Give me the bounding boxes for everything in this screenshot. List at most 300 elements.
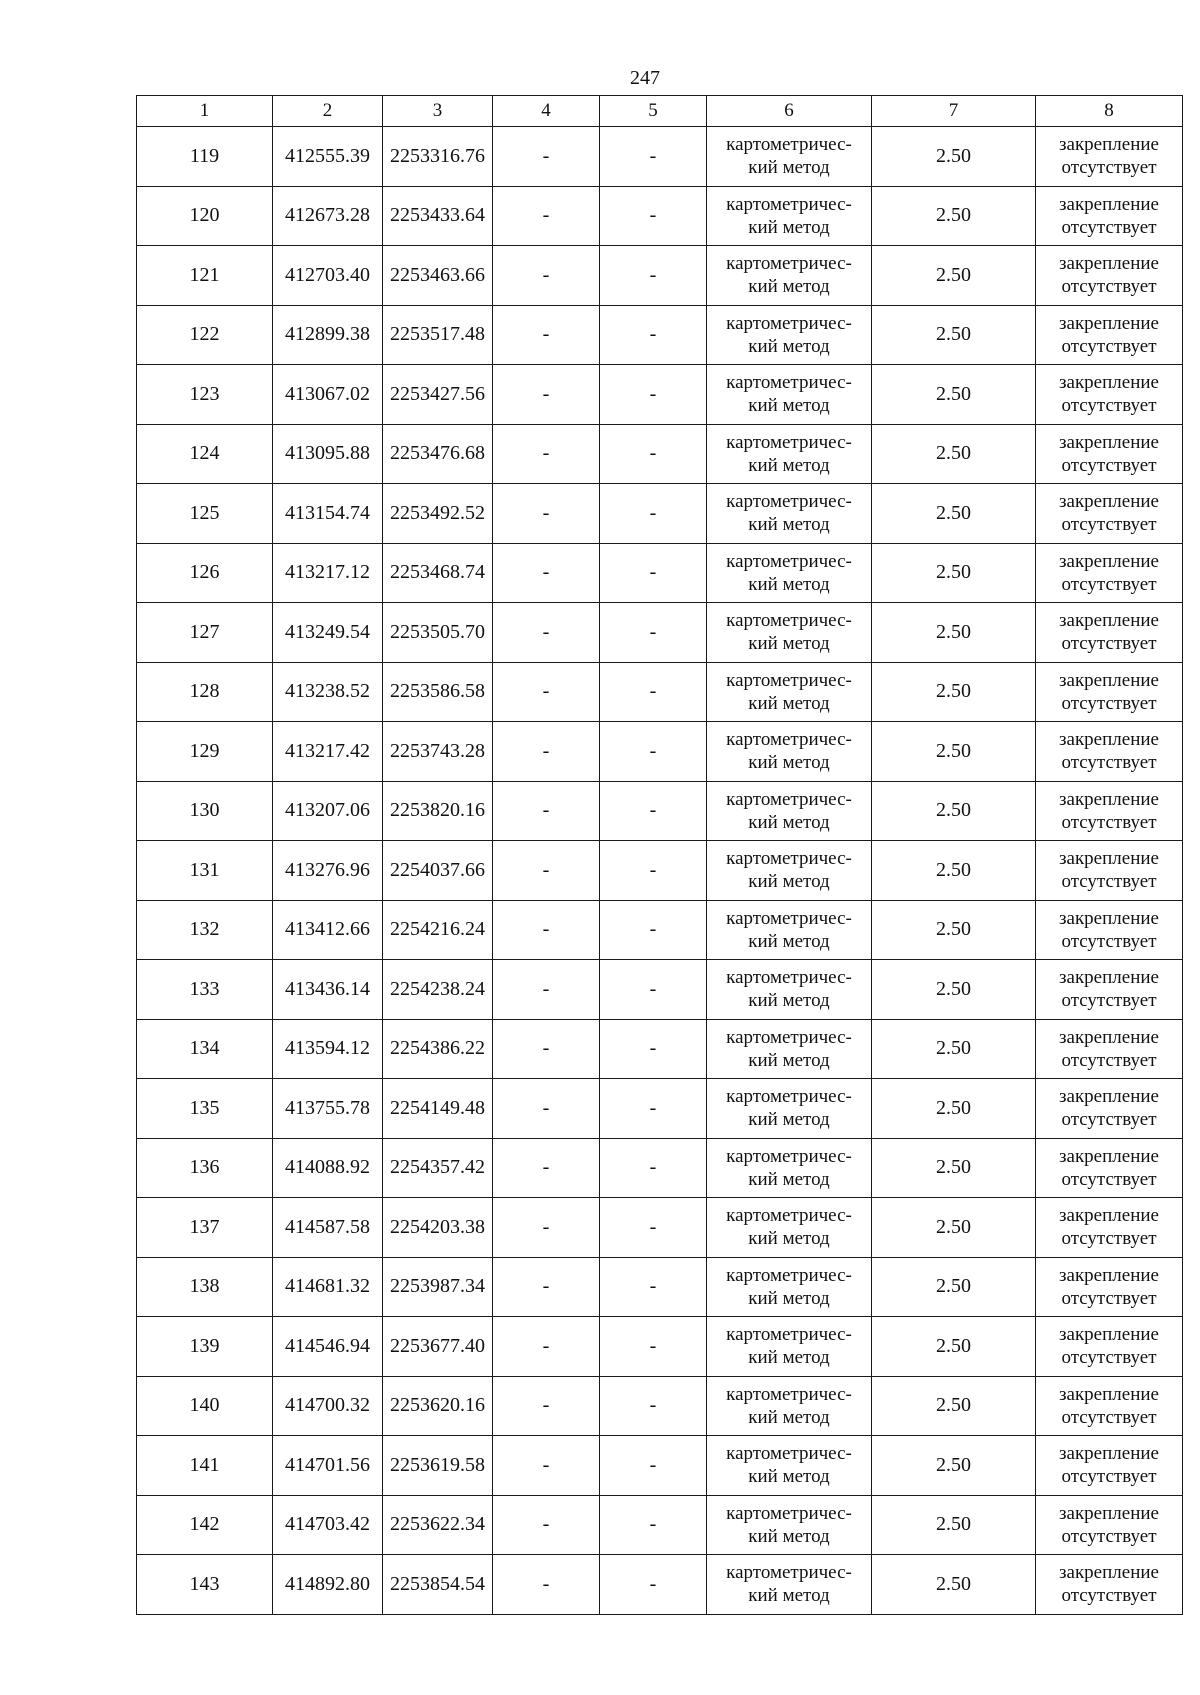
accuracy-cell: 2.50 [872, 1555, 1036, 1615]
fixing-cell-line-2: отсутствует [1061, 1049, 1157, 1071]
method-cell-line-2: кий метод [748, 1287, 830, 1309]
x-coordinate-cell: 413154.74 [273, 484, 383, 544]
accuracy-cell: 2.50 [872, 305, 1036, 365]
column-4-cell: - [493, 1436, 600, 1496]
method-cell-line-2: кий метод [748, 633, 830, 655]
method-cell [707, 1555, 872, 1615]
method-cell-line-2: кий метод [748, 1168, 830, 1190]
method-cell [707, 1317, 872, 1377]
x-coordinate-cell: 413276.96 [273, 841, 383, 901]
accuracy-cell: 2.50 [872, 841, 1036, 901]
accuracy-cell: 2.50 [872, 603, 1036, 663]
x-coordinate-cell: 413238.52 [273, 662, 383, 722]
method-cell-line-2: кий метод [748, 990, 830, 1012]
fixing-cell-line-2: отсутствует [1061, 573, 1157, 595]
method-cell-line-1: картометричес- [726, 610, 852, 632]
accuracy-cell: 2.50 [872, 900, 1036, 960]
fixing-cell-line-2: отсутствует [1061, 454, 1157, 476]
method-cell [707, 1376, 872, 1436]
method-cell [707, 1138, 872, 1198]
fixing-cell-line-1: закрепление [1059, 848, 1159, 870]
fixing-cell [1036, 900, 1183, 960]
fixing-cell [1036, 662, 1183, 722]
fixing-cell-line-2: отсутствует [1061, 157, 1157, 179]
column-4-cell: - [493, 424, 600, 484]
method-cell-line-2: кий метод [748, 216, 830, 238]
table-row [137, 841, 1183, 901]
column-5-cell: - [600, 662, 707, 722]
accuracy-cell: 2.50 [872, 1198, 1036, 1258]
fixing-cell-line-1: закрепление [1059, 1205, 1159, 1227]
method-cell-line-1: картометричес- [726, 848, 852, 870]
column-5-cell: - [600, 1019, 707, 1079]
method-cell [707, 781, 872, 841]
method-cell-line-1: картометричес- [726, 1026, 852, 1048]
y-coordinate-cell: 2253476.68 [383, 424, 493, 484]
y-coordinate-cell: 2253743.28 [383, 722, 493, 782]
point-number-cell: 139 [137, 1317, 273, 1377]
accuracy-cell: 2.50 [872, 424, 1036, 484]
point-number-cell: 127 [137, 603, 273, 663]
column-5-cell: - [600, 1376, 707, 1436]
x-coordinate-cell: 413594.12 [273, 1019, 383, 1079]
method-cell-line-1: картометричес- [726, 729, 852, 751]
column-5-cell: - [600, 1495, 707, 1555]
point-number-cell: 134 [137, 1019, 273, 1079]
accuracy-cell: 2.50 [872, 1317, 1036, 1377]
method-cell-line-2: кий метод [748, 871, 830, 893]
fixing-cell-line-2: отсутствует [1061, 1228, 1157, 1250]
fixing-cell-line-2: отсутствует [1061, 692, 1157, 714]
accuracy-cell: 2.50 [872, 484, 1036, 544]
column-4-cell: - [493, 127, 600, 187]
fixing-cell-line-2: отсутствует [1061, 514, 1157, 536]
table-row [137, 1317, 1183, 1377]
fixing-cell-line-2: отсутствует [1061, 335, 1157, 357]
method-cell-line-2: кий метод [748, 454, 830, 476]
method-cell-line-1: картометричес- [726, 1145, 852, 1167]
column-header-2: 2 [273, 96, 383, 127]
y-coordinate-cell: 2253619.58 [383, 1436, 493, 1496]
method-cell [707, 900, 872, 960]
fixing-cell-line-1: закрепление [1059, 1324, 1159, 1346]
column-5-cell: - [600, 781, 707, 841]
x-coordinate-cell: 412555.39 [273, 127, 383, 187]
fixing-cell [1036, 722, 1183, 782]
table-row [137, 722, 1183, 782]
table-row [137, 960, 1183, 1020]
column-header-4: 4 [493, 96, 600, 127]
y-coordinate-cell: 2253677.40 [383, 1317, 493, 1377]
column-header-6: 6 [707, 96, 872, 127]
method-cell-line-1: картометричес- [726, 1383, 852, 1405]
point-number-cell: 130 [137, 781, 273, 841]
table-row [137, 1198, 1183, 1258]
fixing-cell-line-1: закрепление [1059, 1086, 1159, 1108]
column-5-cell: - [600, 127, 707, 187]
point-number-cell: 141 [137, 1436, 273, 1496]
method-cell-line-1: картометричес- [726, 550, 852, 572]
method-cell-line-1: картометричес- [726, 669, 852, 691]
fixing-cell [1036, 603, 1183, 663]
y-coordinate-cell: 2253854.54 [383, 1555, 493, 1615]
fixing-cell-line-2: отсутствует [1061, 871, 1157, 893]
fixing-cell [1036, 543, 1183, 603]
table-row [137, 305, 1183, 365]
column-5-cell: - [600, 246, 707, 306]
accuracy-cell: 2.50 [872, 662, 1036, 722]
column-4-cell: - [493, 662, 600, 722]
method-cell [707, 305, 872, 365]
column-5-cell: - [600, 1317, 707, 1377]
table-row [137, 1555, 1183, 1615]
point-number-cell: 122 [137, 305, 273, 365]
y-coordinate-cell: 2253492.52 [383, 484, 493, 544]
column-4-cell: - [493, 1495, 600, 1555]
fixing-cell-line-2: отсутствует [1061, 990, 1157, 1012]
method-cell [707, 1257, 872, 1317]
y-coordinate-cell: 2254238.24 [383, 960, 493, 1020]
table-row [137, 543, 1183, 603]
method-cell-line-2: кий метод [748, 1109, 830, 1131]
column-4-cell: - [493, 1555, 600, 1615]
point-number-cell: 129 [137, 722, 273, 782]
column-4-cell: - [493, 1257, 600, 1317]
column-4-cell: - [493, 1138, 600, 1198]
point-number-cell: 121 [137, 246, 273, 306]
fixing-cell-line-1: закрепление [1059, 1562, 1159, 1584]
y-coordinate-cell: 2253427.56 [383, 365, 493, 425]
column-header-1: 1 [137, 96, 273, 127]
method-cell-line-2: кий метод [748, 1466, 830, 1488]
point-number-cell: 138 [137, 1257, 273, 1317]
column-4-cell: - [493, 246, 600, 306]
method-cell-line-2: кий метод [748, 752, 830, 774]
method-cell-line-1: картометричес- [726, 372, 852, 394]
x-coordinate-cell: 414546.94 [273, 1317, 383, 1377]
method-cell-line-1: картометричес- [726, 1205, 852, 1227]
fixing-cell-line-2: отсутствует [1061, 1109, 1157, 1131]
accuracy-cell: 2.50 [872, 960, 1036, 1020]
y-coordinate-cell: 2253586.58 [383, 662, 493, 722]
y-coordinate-cell: 2254386.22 [383, 1019, 493, 1079]
fixing-cell-line-2: отсутствует [1061, 633, 1157, 655]
accuracy-cell: 2.50 [872, 1138, 1036, 1198]
table-row [137, 424, 1183, 484]
column-5-cell: - [600, 960, 707, 1020]
fixing-cell-line-1: закрепление [1059, 1443, 1159, 1465]
fixing-cell [1036, 484, 1183, 544]
method-cell-line-2: кий метод [748, 1585, 830, 1607]
method-cell-line-2: кий метод [748, 395, 830, 417]
column-4-cell: - [493, 781, 600, 841]
fixing-cell-line-1: закрепление [1059, 550, 1159, 572]
y-coordinate-cell: 2253820.16 [383, 781, 493, 841]
fixing-cell-line-1: закрепление [1059, 669, 1159, 691]
fixing-cell-line-1: закрепление [1059, 372, 1159, 394]
method-cell [707, 246, 872, 306]
fixing-cell-line-2: отсутствует [1061, 216, 1157, 238]
point-number-cell: 126 [137, 543, 273, 603]
method-cell-line-2: кий метод [748, 157, 830, 179]
method-cell [707, 1079, 872, 1139]
x-coordinate-cell: 413067.02 [273, 365, 383, 425]
fixing-cell-line-2: отсутствует [1061, 1406, 1157, 1428]
table-row [137, 781, 1183, 841]
y-coordinate-cell: 2253622.34 [383, 1495, 493, 1555]
column-header-5: 5 [600, 96, 707, 127]
y-coordinate-cell: 2254037.66 [383, 841, 493, 901]
table-body [137, 127, 1183, 1615]
coordinates-table [136, 95, 1183, 1615]
x-coordinate-cell: 413207.06 [273, 781, 383, 841]
y-coordinate-cell: 2253433.64 [383, 186, 493, 246]
method-cell [707, 662, 872, 722]
y-coordinate-cell: 2253987.34 [383, 1257, 493, 1317]
fixing-cell-line-1: закрепление [1059, 967, 1159, 989]
fixing-cell [1036, 1317, 1183, 1377]
fixing-cell [1036, 127, 1183, 187]
column-5-cell: - [600, 1555, 707, 1615]
fixing-cell [1036, 1079, 1183, 1139]
x-coordinate-cell: 414701.56 [273, 1436, 383, 1496]
method-cell-line-2: кий метод [748, 276, 830, 298]
method-cell-line-1: картометричес- [726, 1086, 852, 1108]
point-number-cell: 128 [137, 662, 273, 722]
method-cell-line-2: кий метод [748, 335, 830, 357]
point-number-cell: 131 [137, 841, 273, 901]
fixing-cell-line-1: закрепление [1059, 788, 1159, 810]
y-coordinate-cell: 2254149.48 [383, 1079, 493, 1139]
fixing-cell [1036, 841, 1183, 901]
column-4-cell: - [493, 186, 600, 246]
x-coordinate-cell: 413412.66 [273, 900, 383, 960]
fixing-cell-line-1: закрепление [1059, 431, 1159, 453]
method-cell-line-1: картометричес- [726, 1562, 852, 1584]
method-cell-line-2: кий метод [748, 1525, 830, 1547]
accuracy-cell: 2.50 [872, 1495, 1036, 1555]
column-4-cell: - [493, 722, 600, 782]
x-coordinate-cell: 413217.12 [273, 543, 383, 603]
table-row [137, 1138, 1183, 1198]
fixing-cell-line-1: закрепление [1059, 193, 1159, 215]
point-number-cell: 125 [137, 484, 273, 544]
fixing-cell-line-1: закрепление [1059, 253, 1159, 275]
fixing-cell-line-2: отсутствует [1061, 1466, 1157, 1488]
column-4-cell: - [493, 1317, 600, 1377]
fixing-cell-line-1: закрепление [1059, 491, 1159, 513]
x-coordinate-cell: 414088.92 [273, 1138, 383, 1198]
column-5-cell: - [600, 1257, 707, 1317]
accuracy-cell: 2.50 [872, 365, 1036, 425]
point-number-cell: 119 [137, 127, 273, 187]
y-coordinate-cell: 2254357.42 [383, 1138, 493, 1198]
fixing-cell-line-2: отсутствует [1061, 930, 1157, 952]
y-coordinate-cell: 2254216.24 [383, 900, 493, 960]
method-cell [707, 365, 872, 425]
accuracy-cell: 2.50 [872, 1376, 1036, 1436]
method-cell-line-1: картометричес- [726, 967, 852, 989]
table-row [137, 1436, 1183, 1496]
x-coordinate-cell: 413249.54 [273, 603, 383, 663]
method-cell [707, 1198, 872, 1258]
accuracy-cell: 2.50 [872, 722, 1036, 782]
column-4-cell: - [493, 305, 600, 365]
method-cell-line-2: кий метод [748, 1049, 830, 1071]
method-cell [707, 603, 872, 663]
fixing-cell-line-2: отсутствует [1061, 395, 1157, 417]
column-4-cell: - [493, 484, 600, 544]
point-number-cell: 143 [137, 1555, 273, 1615]
fixing-cell-line-1: закрепление [1059, 1145, 1159, 1167]
table-row [137, 186, 1183, 246]
x-coordinate-cell: 413217.42 [273, 722, 383, 782]
point-number-cell: 140 [137, 1376, 273, 1436]
table-header [137, 96, 1183, 127]
table-row [137, 1376, 1183, 1436]
column-header-8: 8 [1036, 96, 1183, 127]
accuracy-cell: 2.50 [872, 543, 1036, 603]
fixing-cell-line-2: отсутствует [1061, 1168, 1157, 1190]
fixing-cell [1036, 246, 1183, 306]
accuracy-cell: 2.50 [872, 1019, 1036, 1079]
method-cell-line-2: кий метод [748, 811, 830, 833]
accuracy-cell: 2.50 [872, 186, 1036, 246]
header-row [137, 96, 1183, 127]
page-number: 247 [630, 67, 660, 89]
x-coordinate-cell: 414892.80 [273, 1555, 383, 1615]
fixing-cell [1036, 960, 1183, 1020]
column-5-cell: - [600, 543, 707, 603]
fixing-cell [1036, 1555, 1183, 1615]
column-5-cell: - [600, 603, 707, 663]
fixing-cell [1036, 1019, 1183, 1079]
x-coordinate-cell: 413436.14 [273, 960, 383, 1020]
table-row [137, 662, 1183, 722]
column-4-cell: - [493, 841, 600, 901]
fixing-cell-line-1: закрепление [1059, 610, 1159, 632]
accuracy-cell: 2.50 [872, 246, 1036, 306]
table-row [137, 1019, 1183, 1079]
table-row [137, 246, 1183, 306]
method-cell-line-1: картометричес- [726, 1264, 852, 1286]
point-number-cell: 132 [137, 900, 273, 960]
fixing-cell-line-1: закрепление [1059, 134, 1159, 156]
table-row [137, 1495, 1183, 1555]
fixing-cell [1036, 781, 1183, 841]
method-cell-line-2: кий метод [748, 1228, 830, 1250]
method-cell-line-1: картометричес- [726, 312, 852, 334]
x-coordinate-cell: 414700.32 [273, 1376, 383, 1436]
fixing-cell-line-2: отсутствует [1061, 1525, 1157, 1547]
fixing-cell-line-2: отсутствует [1061, 276, 1157, 298]
method-cell-line-1: картометричес- [726, 491, 852, 513]
x-coordinate-cell: 414703.42 [273, 1495, 383, 1555]
fixing-cell-line-2: отсутствует [1061, 1287, 1157, 1309]
method-cell-line-2: кий метод [748, 573, 830, 595]
point-number-cell: 135 [137, 1079, 273, 1139]
fixing-cell-line-1: закрепление [1059, 907, 1159, 929]
y-coordinate-cell: 2253468.74 [383, 543, 493, 603]
fixing-cell-line-1: закрепление [1059, 312, 1159, 334]
fixing-cell [1036, 1376, 1183, 1436]
column-5-cell: - [600, 722, 707, 782]
x-coordinate-cell: 413755.78 [273, 1079, 383, 1139]
y-coordinate-cell: 2253463.66 [383, 246, 493, 306]
x-coordinate-cell: 414681.32 [273, 1257, 383, 1317]
method-cell [707, 186, 872, 246]
table-row [137, 127, 1183, 187]
column-5-cell: - [600, 900, 707, 960]
point-number-cell: 133 [137, 960, 273, 1020]
table-row [137, 1257, 1183, 1317]
fixing-cell [1036, 365, 1183, 425]
method-cell [707, 1019, 872, 1079]
fixing-cell-line-2: отсутствует [1061, 752, 1157, 774]
column-header-3: 3 [383, 96, 493, 127]
fixing-cell-line-1: закрепление [1059, 729, 1159, 751]
accuracy-cell: 2.50 [872, 127, 1036, 187]
method-cell-line-1: картометричес- [726, 1502, 852, 1524]
method-cell [707, 424, 872, 484]
accuracy-cell: 2.50 [872, 781, 1036, 841]
fixing-cell-line-2: отсутствует [1061, 811, 1157, 833]
y-coordinate-cell: 2253620.16 [383, 1376, 493, 1436]
point-number-cell: 136 [137, 1138, 273, 1198]
accuracy-cell: 2.50 [872, 1079, 1036, 1139]
accuracy-cell: 2.50 [872, 1436, 1036, 1496]
table-row [137, 365, 1183, 425]
y-coordinate-cell: 2254203.38 [383, 1198, 493, 1258]
column-4-cell: - [493, 1019, 600, 1079]
column-5-cell: - [600, 1436, 707, 1496]
fixing-cell [1036, 1138, 1183, 1198]
column-5-cell: - [600, 186, 707, 246]
fixing-cell [1036, 1495, 1183, 1555]
fixing-cell-line-1: закрепление [1059, 1502, 1159, 1524]
table-row [137, 900, 1183, 960]
point-number-cell: 137 [137, 1198, 273, 1258]
method-cell-line-1: картометричес- [726, 788, 852, 810]
column-5-cell: - [600, 424, 707, 484]
column-4-cell: - [493, 1198, 600, 1258]
method-cell [707, 722, 872, 782]
y-coordinate-cell: 2253316.76 [383, 127, 493, 187]
fixing-cell-line-1: закрепление [1059, 1383, 1159, 1405]
column-4-cell: - [493, 1079, 600, 1139]
y-coordinate-cell: 2253517.48 [383, 305, 493, 365]
column-4-cell: - [493, 603, 600, 663]
fixing-cell-line-2: отсутствует [1061, 1347, 1157, 1369]
fixing-cell-line-2: отсутствует [1061, 1585, 1157, 1607]
x-coordinate-cell: 412899.38 [273, 305, 383, 365]
method-cell-line-2: кий метод [748, 514, 830, 536]
x-coordinate-cell: 412703.40 [273, 246, 383, 306]
point-number-cell: 142 [137, 1495, 273, 1555]
accuracy-cell: 2.50 [872, 1257, 1036, 1317]
fixing-cell [1036, 1436, 1183, 1496]
method-cell-line-1: картометричес- [726, 134, 852, 156]
method-cell [707, 1495, 872, 1555]
y-coordinate-cell: 2253505.70 [383, 603, 493, 663]
fixing-cell-line-1: закрепление [1059, 1264, 1159, 1286]
point-number-cell: 124 [137, 424, 273, 484]
column-5-cell: - [600, 484, 707, 544]
table-row [137, 484, 1183, 544]
method-cell-line-1: картометричес- [726, 253, 852, 275]
column-5-cell: - [600, 305, 707, 365]
method-cell-line-1: картометричес- [726, 907, 852, 929]
